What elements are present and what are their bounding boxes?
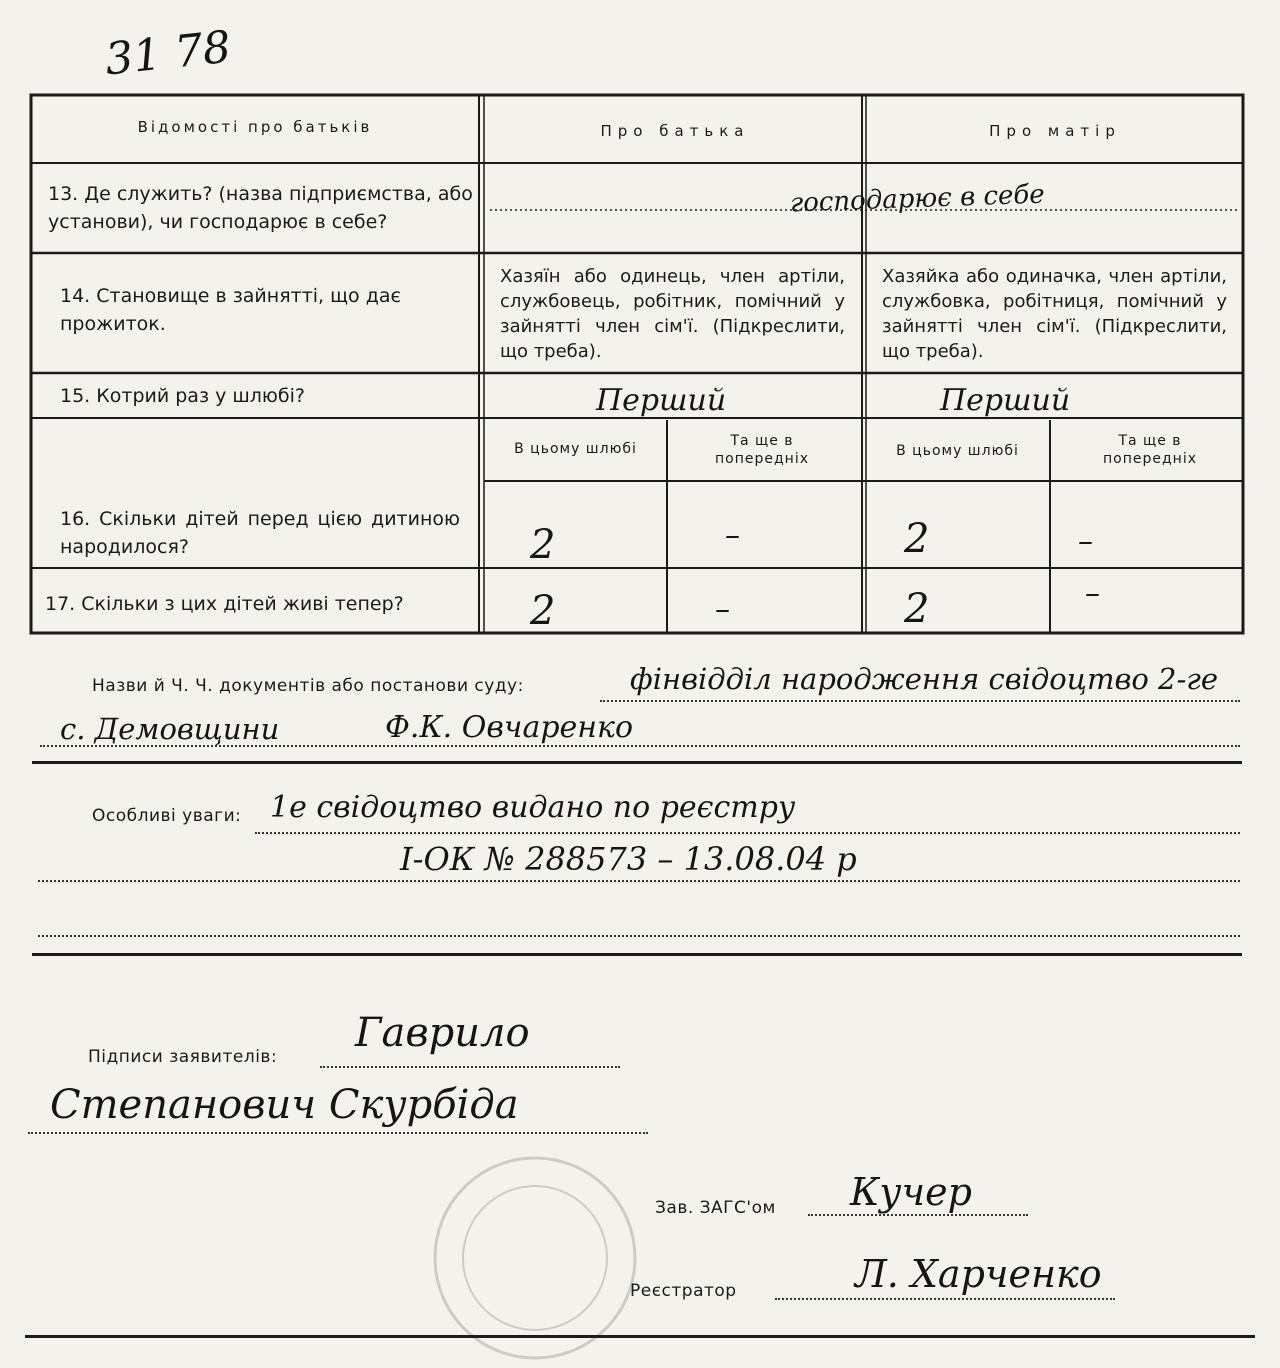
subheader-mother-prev: Та ще в попередніх	[1103, 433, 1197, 467]
row15-mother: Перший	[940, 383, 1071, 418]
registrar-dotline	[775, 1298, 1115, 1300]
page-number: 31 78	[102, 21, 234, 86]
subheader-father-this: В цьому шлюбі	[514, 441, 637, 457]
head-label: Зав. ЗАГС'ом	[655, 1198, 776, 1218]
documents-line2: с. Демовщини	[60, 712, 280, 746]
row17-father-prev: –	[715, 592, 730, 627]
row16-question: 16. Скільки дітей перед цією дитиною народилося?	[60, 508, 460, 558]
row15-father: Перший	[596, 383, 727, 418]
row14-question: 14. Становище в зайнятті, що дає прожиток.	[60, 285, 401, 335]
row16-mother-this: 2	[904, 516, 930, 562]
row14-father-options: Хазяїн або одинець, член артіли, службовець, робітник, помічний у зайнятті член сім'ї. (Підкреслити, що треба).	[500, 266, 845, 362]
remarks-dotline-1	[255, 832, 1240, 834]
row17-mother-prev: –	[1085, 576, 1100, 611]
applicants-dotline-1	[320, 1066, 620, 1068]
row16-mother-prev: –	[1078, 524, 1093, 559]
row16-father-prev: –	[725, 518, 740, 553]
applicants-dotline-2	[28, 1132, 648, 1134]
row14-mother-options: Хазяйка або одиначка, член артіли, службовка, робітниця, помічний у зайнятті член сім'ї. (Підкреслити, що треба).	[882, 266, 1227, 362]
applicant-line1: Гаврило	[355, 1010, 530, 1056]
remarks-dotline-2	[38, 880, 1240, 882]
header-parent-info: Відомості про батьків	[137, 118, 373, 136]
head-dotline	[808, 1214, 1028, 1216]
documents-dotline-1	[600, 700, 1240, 702]
documents-label: Назви й Ч. Ч. документів або постанови суду:	[92, 676, 524, 696]
documents-line2b: Ф.К. Овчаренко	[385, 710, 634, 745]
header-father: Про батька	[600, 122, 750, 140]
remarks-label: Особливі уваги:	[92, 806, 242, 826]
remarks-line1: 1е свідоцтво видано по реєстру	[270, 790, 796, 825]
applicant-line2: Степанович Скурбіда	[50, 1082, 519, 1128]
row13-question: 13. Де служить? (назва підприємства, або установи), чи господарює в себе?	[48, 183, 473, 233]
documents-rule	[32, 761, 1242, 764]
head-signature: Кучер	[850, 1170, 972, 1214]
registrar-label: Реєстратор	[630, 1281, 737, 1301]
row17-father-this: 2	[530, 588, 556, 634]
header-mother: Про матір	[989, 122, 1121, 140]
row16-father-this: 2	[530, 522, 556, 568]
remarks-line2: І-ОК № 288573 – 13.08.04 р	[400, 840, 857, 878]
row15-question: 15. Котрий раз у шлюбі?	[60, 385, 305, 407]
registrar-signature: Л. Харченко	[855, 1252, 1102, 1296]
documents-line1: фінвідділ народження свідоцтво 2-ге	[630, 662, 1219, 696]
row17-mother-this: 2	[904, 586, 930, 632]
row13-answer: господарює в себе	[789, 179, 1046, 219]
bottom-rule	[25, 1335, 1255, 1338]
remarks-dotline-3	[38, 935, 1240, 937]
subheader-father-prev: Та ще в попередніх	[715, 433, 809, 467]
applicants-label: Підписи заявителів:	[88, 1047, 278, 1067]
subheader-mother-this: В цьому шлюбі	[896, 443, 1019, 459]
row17-question: 17. Скільки з цих дітей живі тепер?	[45, 593, 404, 615]
remarks-rule	[32, 953, 1242, 956]
